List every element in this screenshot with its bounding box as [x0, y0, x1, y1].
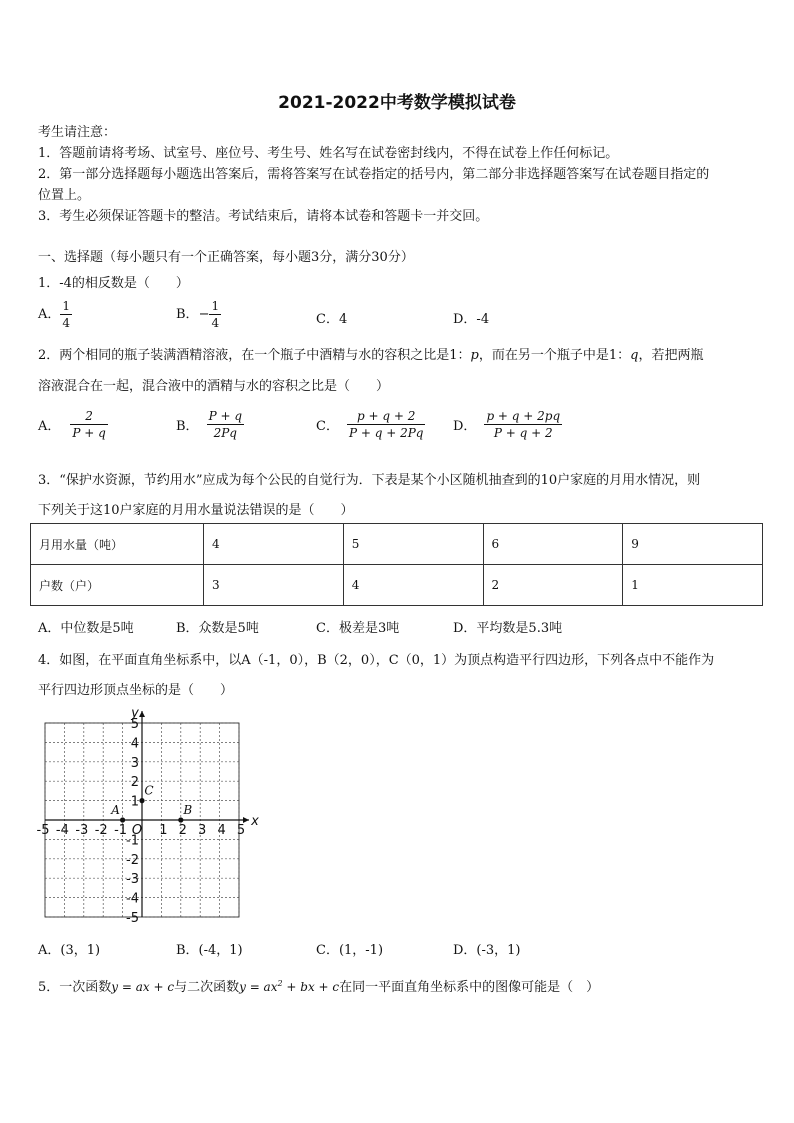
x-tick-label: 3	[198, 823, 207, 838]
q2-option-a: A． $\frac{2}{P + q}$	[38, 409, 106, 440]
x-axis-label: x	[251, 814, 259, 829]
x-tick-label: 2	[178, 823, 187, 838]
point-label-a: A	[111, 803, 120, 817]
y-tick-label: -4	[126, 891, 139, 907]
point-label-b: B	[183, 803, 193, 817]
table-cell: 4	[204, 524, 344, 565]
x-tick-label: -2	[94, 823, 108, 838]
y-tick-label: 3	[130, 755, 139, 771]
point-c	[139, 798, 144, 803]
table-cell: 月用水量（吨）	[31, 524, 204, 565]
q1-option-b: B．− $\frac{1}{4}$	[176, 299, 220, 330]
y-axis-label: y	[131, 706, 139, 721]
q4-option-d: D．(-3，1)	[453, 943, 521, 958]
point-b	[178, 817, 183, 822]
point-label-c: C	[144, 783, 154, 798]
q3-option-c: C．极差是3吨	[316, 621, 400, 636]
q3-option-b: B．众数是5吨	[176, 621, 259, 636]
x-tick-label: -1	[114, 823, 128, 838]
table-cell: 4	[343, 565, 483, 606]
question-5-line: 5．一次函数y = ax + c与二次函数$y = ax^2$ + bx + c在同一平面直角坐标系中的图像可能是（ ）	[38, 979, 600, 995]
y-tick-label: 4	[130, 736, 139, 752]
q3-option-d: D．平均数是5.3吨	[453, 621, 563, 636]
section-heading: 一、选择题（每小题只有一个正确答案，每小题3分，满分30分）	[38, 250, 414, 265]
question-4-line: 4．如图，在平面直角坐标系中，以A（-1，0），B（2，0），C（0，1）为顶点构造平行四边形，下列各点中不能作为	[38, 653, 715, 668]
table-cell: 9	[623, 524, 763, 565]
origin-label: O	[131, 823, 143, 838]
y-tick-label: -5	[126, 911, 139, 926]
y-tick-label: 5	[130, 717, 139, 732]
q3-option-a: A．中位数是5吨	[38, 621, 134, 636]
q2-option-c: C． $\frac{p + q + 2}{P + q + 2Pq}$	[316, 409, 424, 440]
y-tick-label: -2	[126, 852, 139, 868]
notice-item: 1．答题前请将考场、试室号、座位号、考生号、姓名写在试卷密封线内，不得在试卷上作任何标记。	[38, 146, 619, 161]
water-usage-table	[30, 523, 763, 606]
x-tick-label: 4	[217, 823, 226, 838]
tick-labels	[37, 706, 260, 926]
y-tick-label: -1	[126, 833, 139, 849]
q4-option-c: C．(1，-1)	[316, 943, 384, 958]
notice-heading: 考生请注意：	[38, 125, 117, 140]
question-2-line: 2．两个相同的瓶子装满酒精溶液，在一个瓶子中酒精与水的容积之比是1：p，而在另一个瓶子中是1：q，若把两瓶	[38, 348, 704, 363]
table-cell: 5	[343, 524, 483, 565]
table-cell: 3	[204, 565, 344, 606]
table-cell: 户数（户）	[31, 565, 204, 606]
y-tick-label: -3	[126, 872, 139, 888]
question-4-line: 平行四边形顶点坐标的是（ ）	[38, 683, 234, 698]
x-tick-label: 1	[159, 823, 168, 838]
x-tick-label: -4	[55, 823, 69, 838]
x-tick-label: -5	[36, 823, 50, 838]
x-tick-label: 5	[236, 823, 246, 838]
point-a	[120, 817, 125, 822]
x-tick-label: -3	[75, 823, 89, 838]
q2-option-d: D． $\frac{p + q + 2pq}{P + q + 2}$	[453, 409, 561, 440]
table-cell: 2	[483, 565, 623, 606]
q2-option-b: B． $\frac{P + q}{2Pq}$	[176, 409, 243, 440]
q1-option-c: C．4	[316, 312, 348, 327]
table-cell: 6	[483, 524, 623, 565]
table-row	[31, 565, 763, 606]
coordinate-graph	[30, 700, 270, 930]
table-row	[31, 524, 763, 565]
table-cell: 1	[623, 565, 763, 606]
question-3-line: 3．“保护水资源，节约用水”应成为每个公民的自觉行为．下表是某个小区随机抽查到的10户家庭的月用水情况，则	[38, 473, 701, 488]
q4-option-a: A．(3，1)	[38, 943, 101, 958]
q1-option-a: A． $\frac{1}{4}$	[38, 299, 71, 330]
y-tick-label: 2	[130, 775, 139, 791]
notice-item: 3．考生必须保证答题卡的整洁。考试结束后，请将本试卷和答题卡一并交回。	[38, 209, 489, 224]
axes	[45, 711, 249, 917]
question-1-stem: 1．-4的相反数是（ ）	[38, 276, 189, 291]
page-title: 2021-2022中考数学模拟试卷	[278, 93, 516, 113]
notice-item: 位置上。	[38, 188, 91, 203]
y-tick-label: 1	[130, 794, 139, 810]
notice-item: 2．第一部分选择题每小题选出答案后，需将答案写在试卷指定的括号内，第二部分非选择题答案写在试卷题目指定的	[38, 167, 710, 182]
q4-option-b: B．(-4，1)	[176, 943, 243, 958]
question-2-line: 溶液混合在一起，混合液中的酒精与水的容积之比是（ ）	[38, 379, 390, 394]
question-3-line: 下列关于这10户家庭的月用水量说法错误的是（ ）	[38, 503, 354, 518]
y-axis-arrow	[139, 711, 145, 717]
q1-option-d: D．-4	[453, 312, 490, 327]
